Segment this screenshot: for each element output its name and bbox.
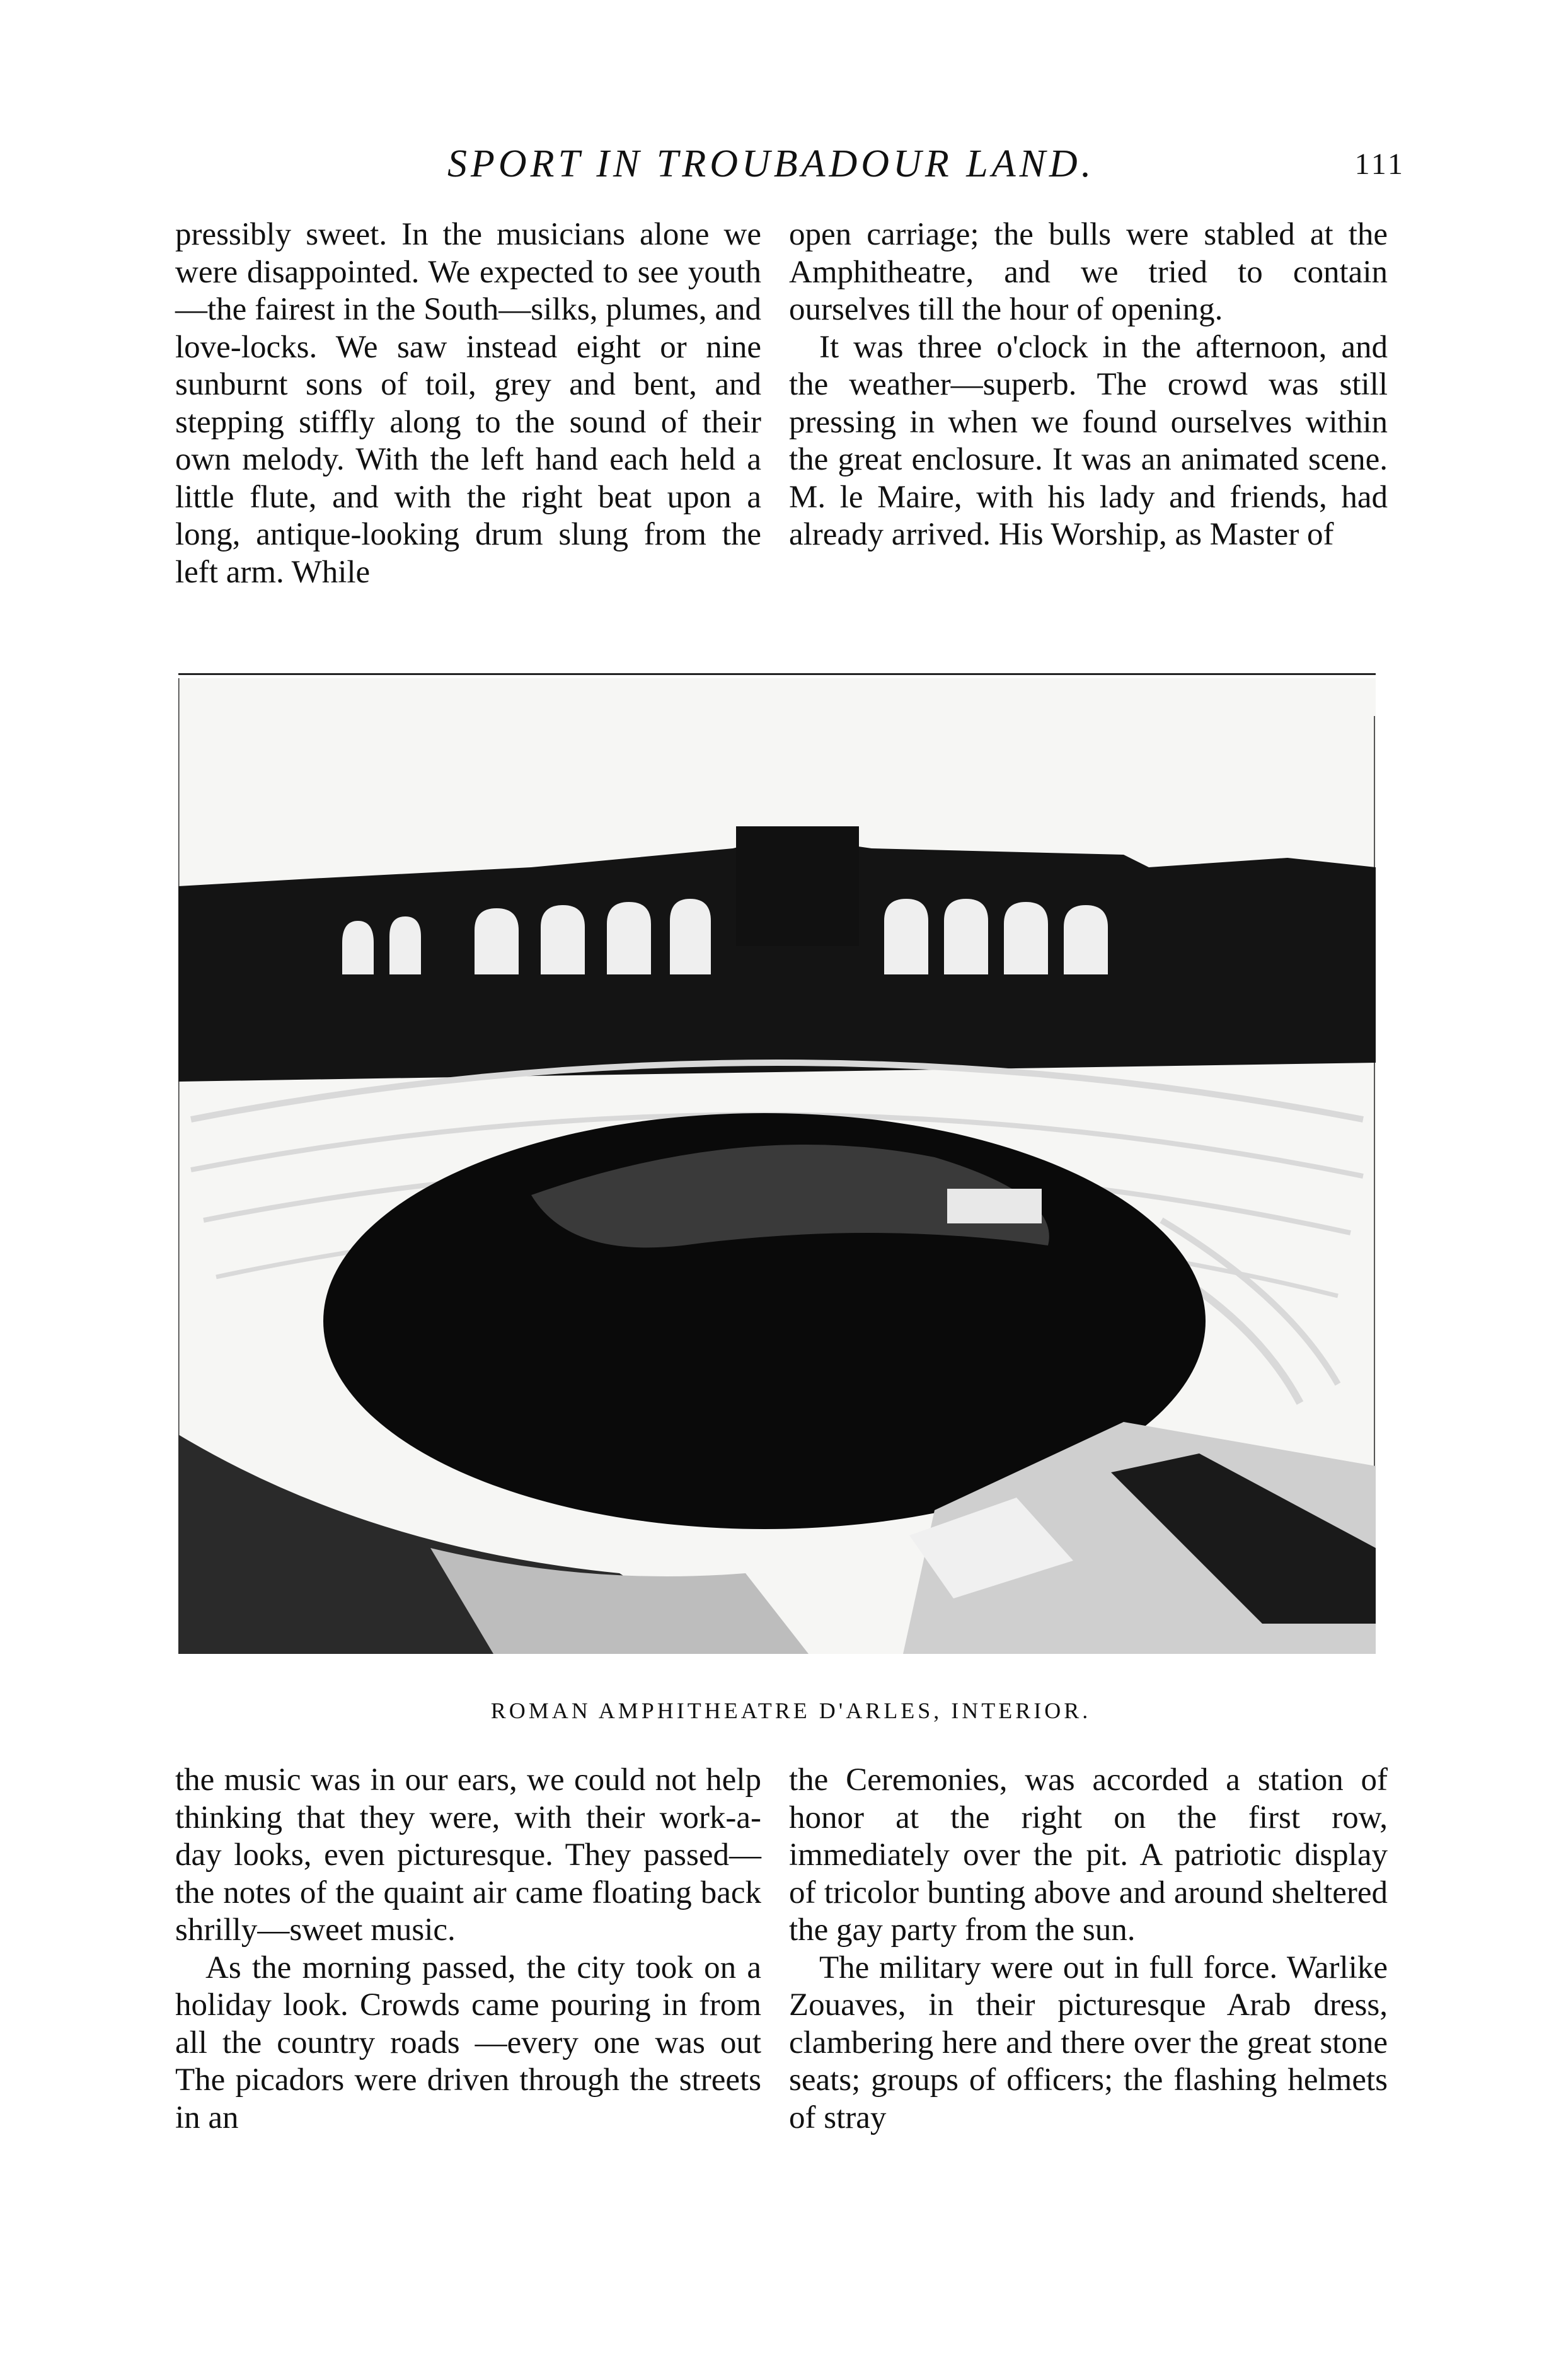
paragraph: It was three o'clock in the afternoon, and the weather—superb. The crowd was still pressing in when we found ourselves within the great enclosure. It was an animated scene. M. le Maire, with his lady and friends, had already arrived. His Worship, as Master of [789, 329, 1388, 552]
amphitheatre-photograph [178, 673, 1376, 1654]
plate-top-rule [178, 673, 1376, 675]
running-head-title: SPORT IN TROUBADOUR LAND. [447, 142, 1095, 185]
paragraph: pressibly sweet. In the musicians alone we were disappointed. We expected to see youth—the fairest in the South—silks, plumes, and love-locks. We saw instead eight or nine sunburnt sons of toil, grey and bent, and stepping stiffly along to the sound of their own melody. With the left hand each held a little flute, and with the right beat upon a long, antique-looking drum slung from the left arm. While [175, 217, 761, 590]
column-bottom-right [789, 1762, 1388, 2137]
page-number: 111 [1354, 147, 1405, 181]
column-top-left [175, 216, 761, 591]
paragraph: open carriage; the bulls were stabled at the Amphitheatre, and we tried to contain ourselves till the hour of opening. [789, 217, 1388, 327]
paragraph: the Ceremonies, was accorded a station of honor at the right on the first row, immediately over the pit. A patriotic display of tricolor bunting above and around sheltered the gay party from the sun. [789, 1762, 1388, 1948]
running-head [176, 142, 1405, 192]
paragraph: The military were out in full force. Warlike Zouaves, in their picturesque Arab dress, clambering here and there over the great stone seats; groups of officers; the flashing helmets of stray [789, 1950, 1388, 2135]
paragraph: As the morning passed, the city took on a holiday look. Crowds came pouring in from all the country roads —every one was out The picadors were driven through the streets in an [175, 1950, 761, 2135]
figure-caption: ROMAN AMPHITHEATRE D'ARLES, INTERIOR. [490, 1698, 1091, 1723]
paragraph: the music was in our ears, we could not help thinking that they were, with their work-a-day looks, even picturesque. They passed—the notes of the quaint air came floating back shrilly—sweet music. [175, 1762, 761, 1948]
column-bottom-left [175, 1762, 761, 2137]
amphitheatre-image [178, 678, 1376, 1654]
column-top-right [789, 216, 1388, 554]
